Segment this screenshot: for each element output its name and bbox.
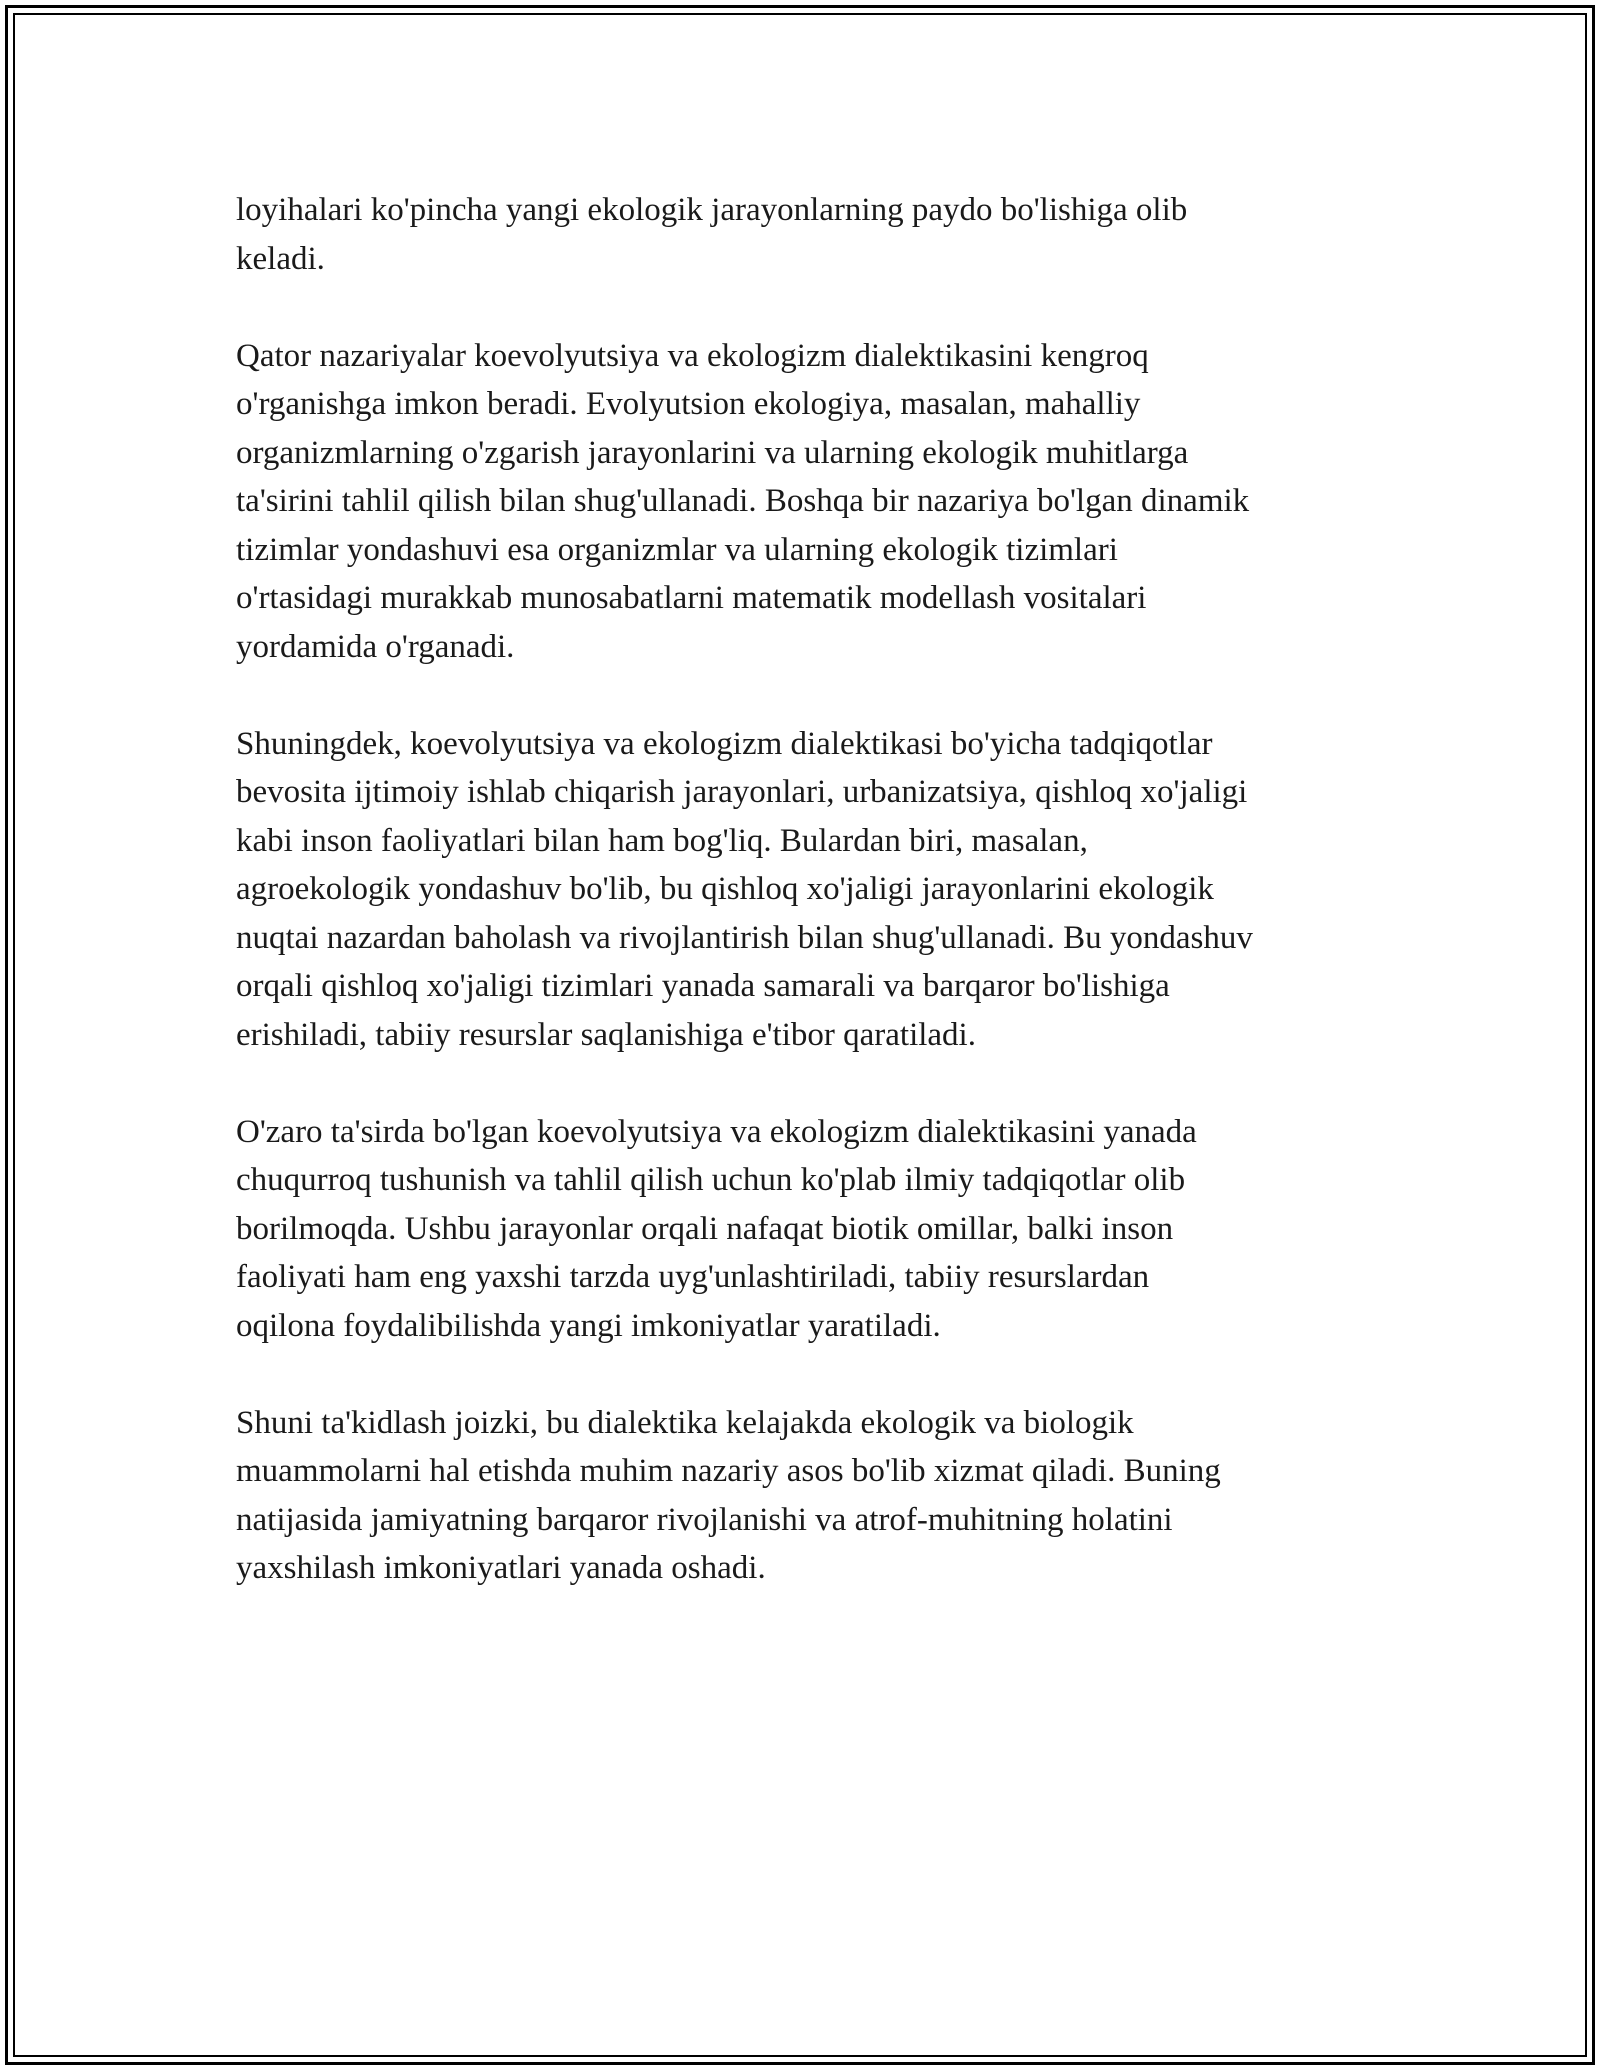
text-line: nuqtai nazardan baholash va rivojlantirish bilan shug'ullanadi. Bu yondashuv xyxy=(236,919,1253,956)
text-line: keladi. xyxy=(236,240,325,277)
paragraph-5 xyxy=(236,1399,1406,1593)
paragraph-2 xyxy=(236,332,1406,672)
text-line: chuqurroq tushunish va tahlil qilish uchun ko'plab ilmiy tadqiqotlar olib xyxy=(236,1162,1186,1198)
text-line: erishiladi, tabiiy resurslar saqlanishiga e'tibor qaratiladi. xyxy=(236,1016,976,1053)
text-line: faoliyati ham eng yaxshi tarzda uyg'unlashtiriladi, tabiiy resurslardan xyxy=(236,1259,1150,1295)
text-line: muammolarni hal etishda muhim nazariy asos bo'lib xizmat qiladi. Buning xyxy=(236,1453,1221,1489)
text-line: O'zaro ta'sirda bo'lgan koevolyutsiya va ekologizm dialektikasini yanada xyxy=(236,1113,1197,1150)
text-line: oqilona foydalibilishda yangi imkoniyatlar yaratiladi. xyxy=(236,1307,941,1344)
text-line: agroekologik yondashuv bo'lib, bu qishloq xo'jaligi jarayonlarini ekologik xyxy=(236,871,1214,907)
text-line: ta'sirini tahlil qilish bilan shug'ullanadi. Boshqa bir nazariya bo'lgan dinamik xyxy=(236,483,1250,519)
text-line: orqali qishloq xo'jaligi tizimlari yanada samarali va barqaror bo'lishiga xyxy=(236,968,1170,1004)
text-line: o'rganishga imkon beradi. Evolyutsion ekologiya, masalan, mahalliy xyxy=(236,386,1141,422)
text-line: loyihalari ko'pincha yangi ekologik jarayonlarning paydo bo'lishiga olib xyxy=(236,192,1188,228)
text-line: borilmoqda. Ushbu jarayonlar orqali nafaqat biotik omillar, balki inson xyxy=(236,1210,1174,1247)
text-line: tizimlar yondashuvi esa organizmlar va ularning ekologik tizimlari xyxy=(236,531,1118,568)
text-line: natijasida jamiyatning barqaror rivojlanishi va atrof-muhitning holatini xyxy=(236,1501,1173,1538)
text-line: yaxshilash imkoniyatlari yanada oshadi. xyxy=(236,1550,766,1586)
text-line: o'rtasidagi murakkab munosabatlarni matematik modellash vositalari xyxy=(236,580,1147,616)
document-body xyxy=(236,186,1406,1593)
paragraph-3 xyxy=(236,720,1406,1060)
text-line: kabi inson faoliyatlari bilan ham bog'liq. Bulardan biri, masalan, xyxy=(236,822,1088,859)
text-line: yordamida o'rganadi. xyxy=(236,628,515,665)
text-line: Shuningdek, koevolyutsiya va ekologizm dialektikasi bo'yicha tadqiqotlar xyxy=(236,725,1213,762)
text-line: organizmlarning o'zgarish jarayonlarini va ularning ekologik muhitlarga xyxy=(236,434,1189,471)
paragraph-1 xyxy=(236,186,1406,283)
text-line: Shuni ta'kidlash joizki, bu dialektika kelajakda ekologik va biologik xyxy=(236,1404,1134,1441)
text-line: bevosita ijtimoiy ishlab chiqarish jarayonlari, urbanizatsiya, qishloq xo'jaligi xyxy=(236,774,1248,810)
paragraph-4 xyxy=(236,1108,1406,1351)
text-line: Qator nazariyalar koevolyutsiya va ekologizm dialektikasini kengroq xyxy=(236,337,1149,374)
